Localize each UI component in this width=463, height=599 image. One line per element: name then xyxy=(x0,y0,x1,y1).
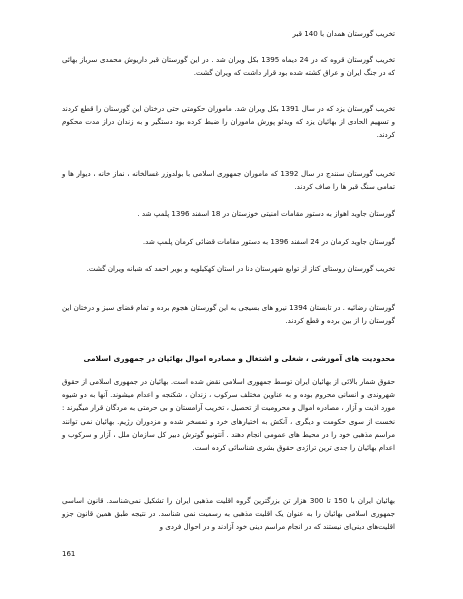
section-body-paragraph-2: بهائیان ایران با 150 تا 300 هزار تن بزرگترین گروه اقلیت مذهبی ایران را تشکیل نمی‌شناسد. قانون اساسی جمهوری اسلامی بهائیان را به عنوان یک اقلیت مذهبی به رسمیت نمی شناسد. در نتیجه طبق همین قانون جزو اقلیت‌های دینی‌ای نیستند که در انجام مراسم دینی خود آزادند و در احوال فردی و xyxy=(62,496,395,532)
section-body-paragraph: حقوق شمار بالائی از بهائیان ایران توسط جمهوری اسلامی نقض شده است. بهائیان در جمهوری اسلامی از حقوق شهروندی و انسانی محروم بوده و به عناوین مختلف سرکوب ، زندان ، شکنجه و اعدام میشوند. آنها به دو شیوه مورد اذیت و آزار ، مصادره اموال و محرومیت از تحصیل ، تخریب آرامستان و بی حرمتی به مردگان قرار میگیرند : نخست از سوی حکومت و دیگری ، آنکش به اختیارهای خرد و تمسخر شده و مزدوران رژیم. بهائیان نمی توانند مراسم مذهبی خود را در محیط های عمومی انجام دهند . آنتونیو گوترش دبیر کل سازمان ملل ، آزار و سرکوب و اعدام بهائیان را جدی ترین تراژدی حقوق بشری شناسائی کرده است. xyxy=(62,377,395,453)
section-heading: محدودیت های آموزشی ، شغلی و اشتغال و مصادره اموال بهائیان در جمهوری اسلامی xyxy=(83,354,395,363)
page-number: 161 xyxy=(62,550,76,558)
paragraph-ketaz: تخریب گورستان روستای کتاز از توابع شهرستان دنا در استان کهکیلویه و بویر احمد که شبانه ویران گشت. xyxy=(86,264,395,273)
paragraph-sanandaj: تخریب گورستان سنندج در سال 1392 که ماموران جمهوری اسلامی با بولدوزر غسالخانه ، نماز خانه ، دیوار ها و تمامی سنگ قبر ها را صاف کردند. xyxy=(62,169,395,192)
paragraph-ahvaz: گورستان جاوید اهواز به دستور مقامات امنیتی خوزستان در 18 اسفند 1396 پلمپ شد . xyxy=(137,209,395,218)
paragraph-yazd: تخریب گورستان یزد که در سال 1391 بکل ویران شد. ماموران حکومتی حتی درختان این گورستان را قطع کردند و تسهیم الحادی از بهائیان یزد که ویدئو پورش ماموران را ضبط کرده بود دستگیر و به زندان دراز مدت محکوم کردند. xyxy=(62,104,395,140)
paragraph-qorveh: تخریب گورستان قروه که در 24 دیماه 1395 بکل ویران شد . در این گورستان قبر داریوش محمدی سرباز بهائی که در جنگ ایران و عراق کشته شده بود قرار داشت که ویران گشت. xyxy=(62,55,395,78)
paragraph-rezaieh: گورستان رضائیه . در تابستان 1394 نیرو های بسیجی به این گورستان هجوم برده و تمام فضای سبز و درختان این گورستان را از بین برده و قطع کردند. xyxy=(62,303,395,326)
paragraph-kerman: گورستان جاوید کرمان در 24 اسفند 1396 به دستور مقامات قضائی کرمان پلمپ شد. xyxy=(142,237,395,246)
paragraph-hamedan: تخریب گورستان همدان با 140 قبر xyxy=(292,29,395,38)
